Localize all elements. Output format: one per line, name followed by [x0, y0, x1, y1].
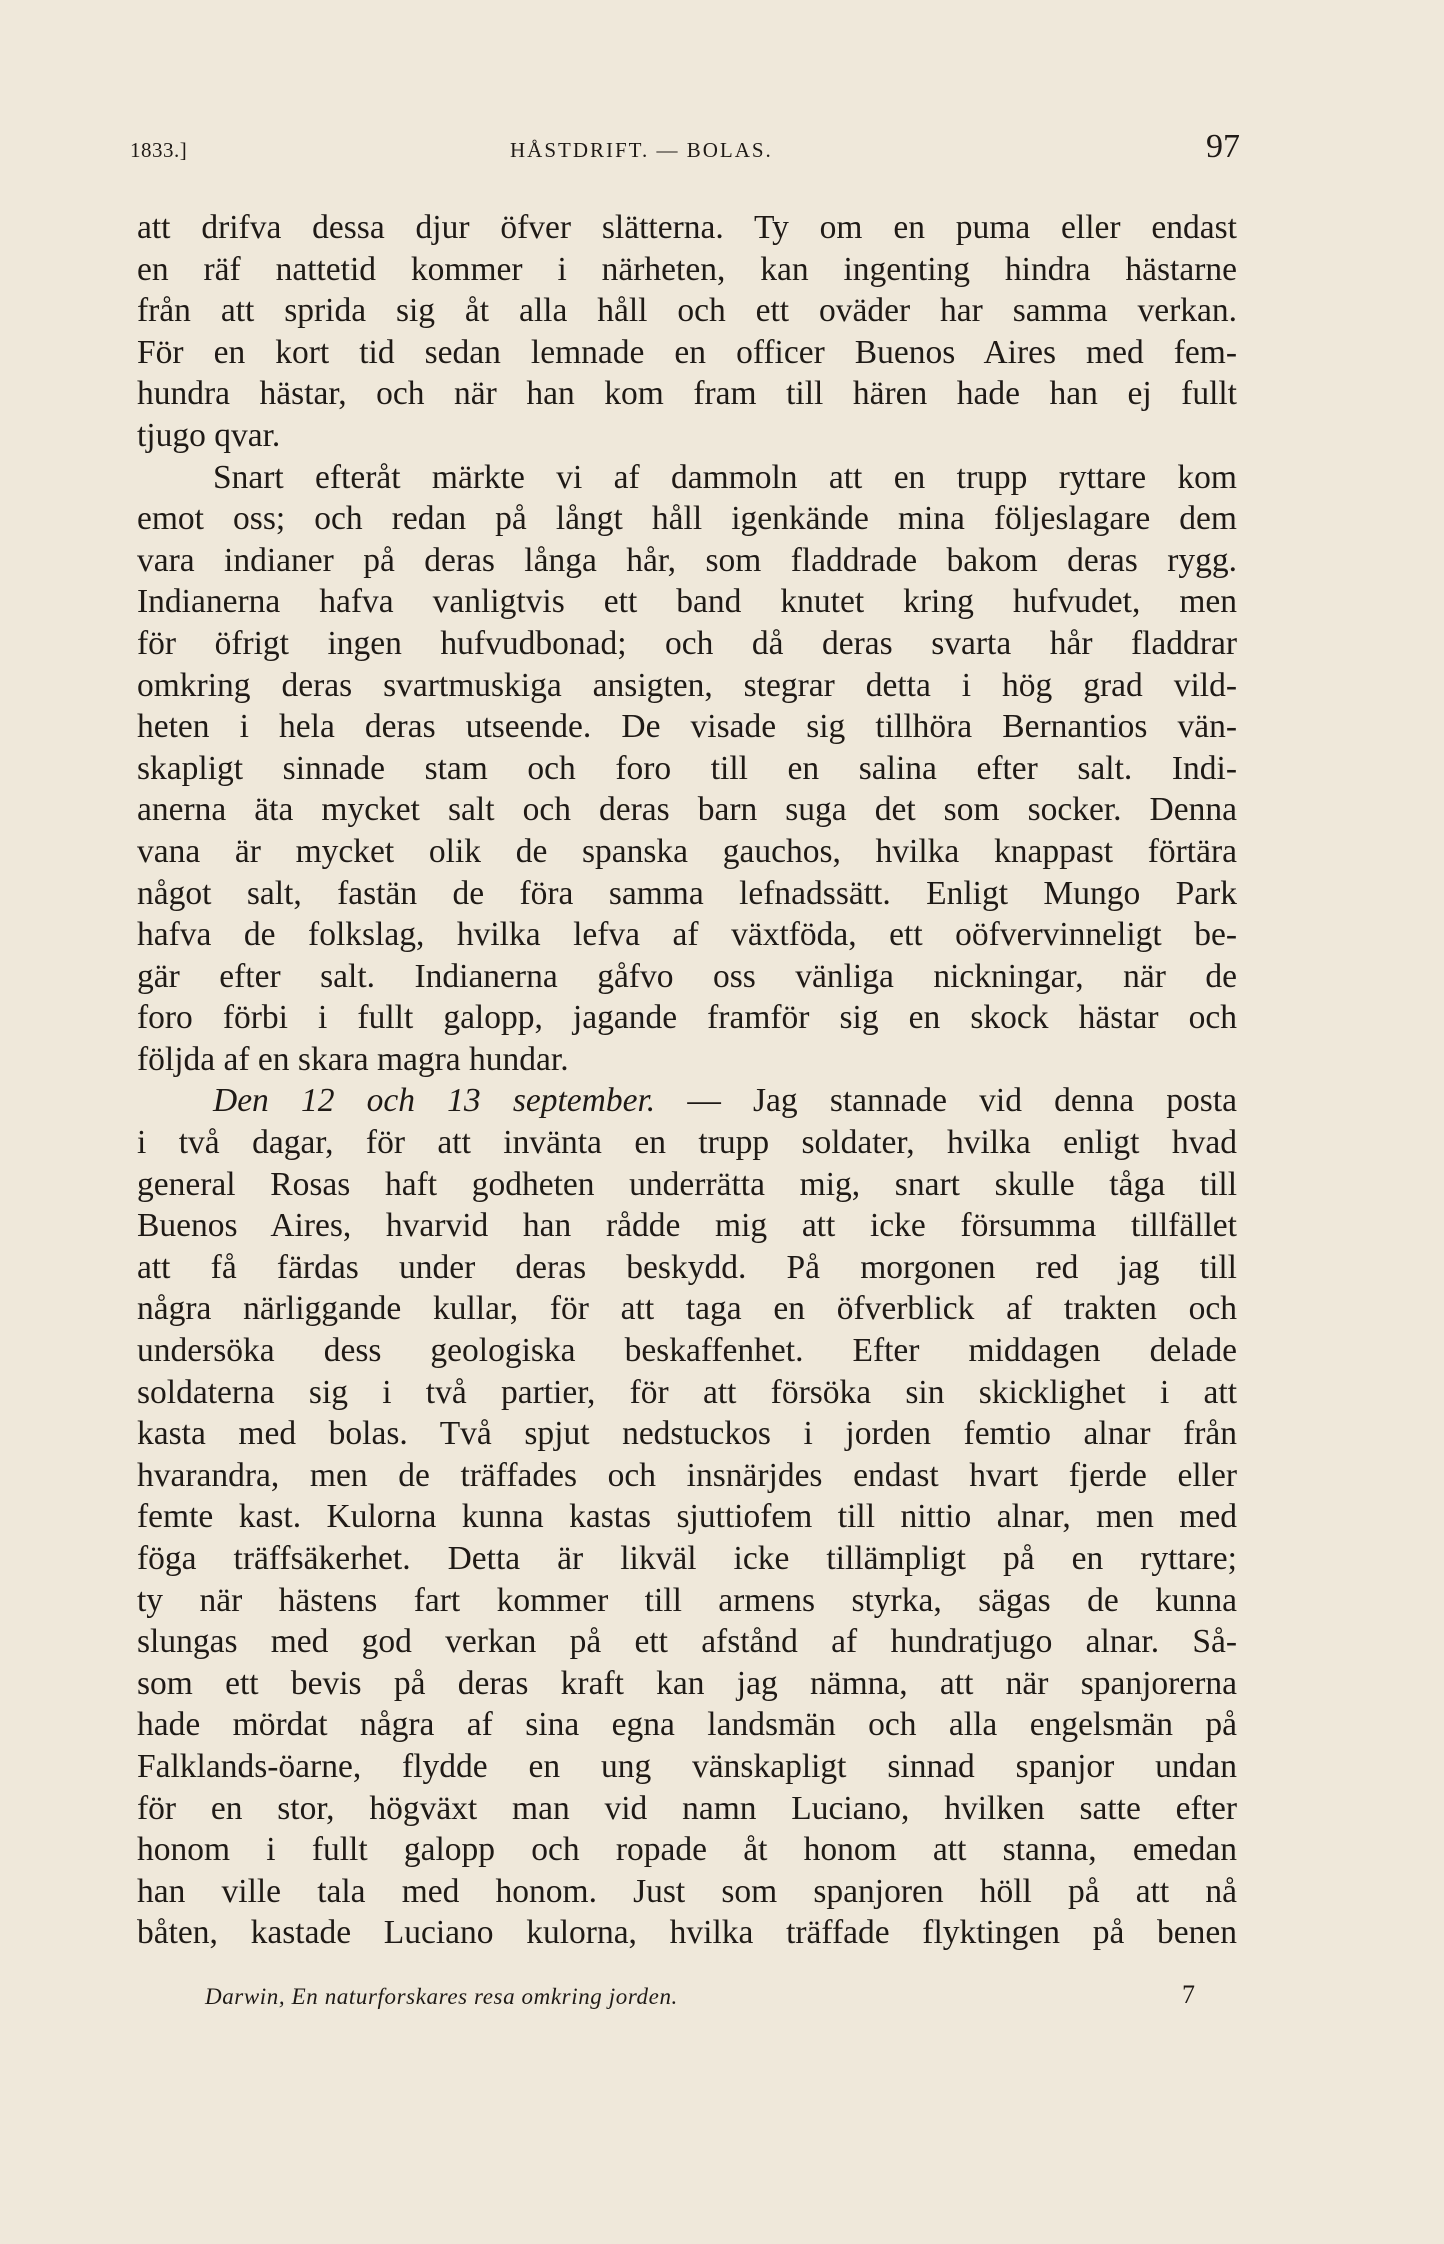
text-line: att drifva dessa djur öfver slätterna. Ty om en puma eller endast — [137, 209, 1237, 246]
text-line: hundra hästar, och när han kom fram till hären hade han ej fullt — [137, 375, 1237, 413]
text-line: något salt, fastän de föra samma lefnadssätt. Enligt Mungo Park — [137, 874, 1237, 912]
text-line: kasta med bolas. Två spjut nedstuckos i jorden femtio alnar från — [137, 1415, 1237, 1453]
text-line: båten, kastade Luciano kulorna, hvilka träffade flyktingen på benen — [137, 1914, 1237, 1952]
text-line: följda af en skara magra hundar. — [137, 1040, 569, 1078]
text-line: foro förbi i fullt galopp, jagande framför sig en skock hästar och — [137, 999, 1237, 1037]
text-line: anerna äta mycket salt och deras barn suga det som socker. Denna — [137, 791, 1237, 829]
text-line: undersöka dess geologiska beskaffenhet. Efter middagen delade — [137, 1332, 1237, 1370]
text-line: några närliggande kullar, för att taga en öfverblick af trakten och — [137, 1290, 1237, 1328]
text-line: heten i hela deras utseende. De visade sig tillhöra Bernantios vän- — [137, 708, 1237, 746]
text-line: omkring deras svartmuskiga ansigten, stegrar detta i hög grad vild- — [137, 666, 1237, 704]
text-line: han ville tala med honom. Just som spanjoren höll på att nå — [137, 1872, 1237, 1910]
text-line: — Jag stannade vid denna posta — [687, 1082, 1238, 1120]
text-line: från att sprida sig åt alla håll och ett oväder har samma verkan. — [137, 292, 1237, 330]
header-year: 1833.] — [130, 138, 188, 162]
text-line: föga träffsäkerhet. Detta är likväl icke tillämpligt på en ryttare; — [137, 1540, 1237, 1577]
running-header — [130, 128, 1240, 168]
page-footer — [205, 1980, 1195, 2020]
text-line: Buenos Aires, hvarvid han rådde mig att icke försumma tillfället — [137, 1207, 1237, 1245]
text-line: för öfrigt ingen hufvudbonad; och då deras svarta hår fladdrar — [137, 624, 1237, 662]
text-line: honom i fullt galopp och ropade åt honom att stanna, emedan — [137, 1831, 1237, 1869]
text-line: att få färdas under deras beskydd. På morgonen red jag till — [137, 1248, 1237, 1286]
text-line: För en kort tid sedan lemnade en officer Buenos Aires med fem- — [137, 333, 1237, 371]
date-heading-line — [137, 1080, 1237, 1122]
text-line: skapligt sinnade stam och foro till en salina efter salt. Indi- — [137, 749, 1237, 787]
text-line: general Rosas haft godheten underrätta mig, snart skulle tåga till — [137, 1165, 1237, 1203]
text-line: vana är mycket olik de spanska gauchos, hvilka knappast förtära — [137, 832, 1237, 870]
text-line: slungas med god verkan på ett afstånd af hundratjugo alnar. Så- — [137, 1623, 1237, 1661]
text-line: vara indianer på deras långa hår, som fladdrade bakom deras rygg. — [137, 541, 1237, 579]
date-heading: Den 12 och 13 september. — [213, 1082, 656, 1120]
text-line: tjugo qvar. — [137, 416, 281, 454]
text-line: gär efter salt. Indianerna gåfvo oss vänliga nickningar, när de — [137, 957, 1237, 995]
header-title: HÅSTDRIFT. — BOLAS. — [510, 138, 773, 162]
text-line: i två dagar, för att invänta en trupp soldater, hvilka enligt hvad — [137, 1124, 1237, 1162]
text-line: hade mördat några af sina egna landsmän och alla engelsmän på — [137, 1706, 1237, 1744]
footer-signature: Darwin, En naturforskares resa omkring jorden. — [205, 1984, 678, 2009]
text-line: emot oss; och redan på långt håll igenkände mina följeslagare dem — [137, 500, 1237, 538]
text-line: Indianerna hafva vanligtvis ett band knutet kring hufvudet, men — [137, 583, 1237, 621]
text-line: femte kast. Kulorna kunna kastas sjuttiofem till nittio alnar, men med — [137, 1498, 1237, 1536]
text-line: en räf nattetid kommer i närheten, kan ingenting hindra hästarne — [137, 250, 1237, 288]
text-line: soldaterna sig i två partier, för att försöka sin skicklighet i att — [137, 1373, 1237, 1411]
body-text — [137, 207, 1237, 1954]
text-line: hafva de folkslag, hvilka lefva af växtföda, ett oöfvervinneligt be- — [137, 916, 1237, 954]
text-line: Snart efteråt märkte vi af dammoln att en trupp ryttare kom — [213, 458, 1237, 496]
text-line: Falklands-öarne, flydde en ung vänskapligt sinnad spanjor undan — [137, 1747, 1237, 1785]
text-line: hvarandra, men de träffades och insnärjdes endast hvart fjerde eller — [137, 1456, 1237, 1494]
page-number: 97 — [1206, 128, 1240, 165]
signature-mark: 7 — [1182, 1980, 1195, 2009]
text-line: ty när hästens fart kommer till armens styrka, sägas de kunna — [137, 1581, 1237, 1619]
text-line: för en stor, högväxt man vid namn Luciano, hvilken satte efter — [137, 1789, 1237, 1827]
text-line: som ett bevis på deras kraft kan jag nämna, att när spanjorerna — [137, 1664, 1237, 1702]
